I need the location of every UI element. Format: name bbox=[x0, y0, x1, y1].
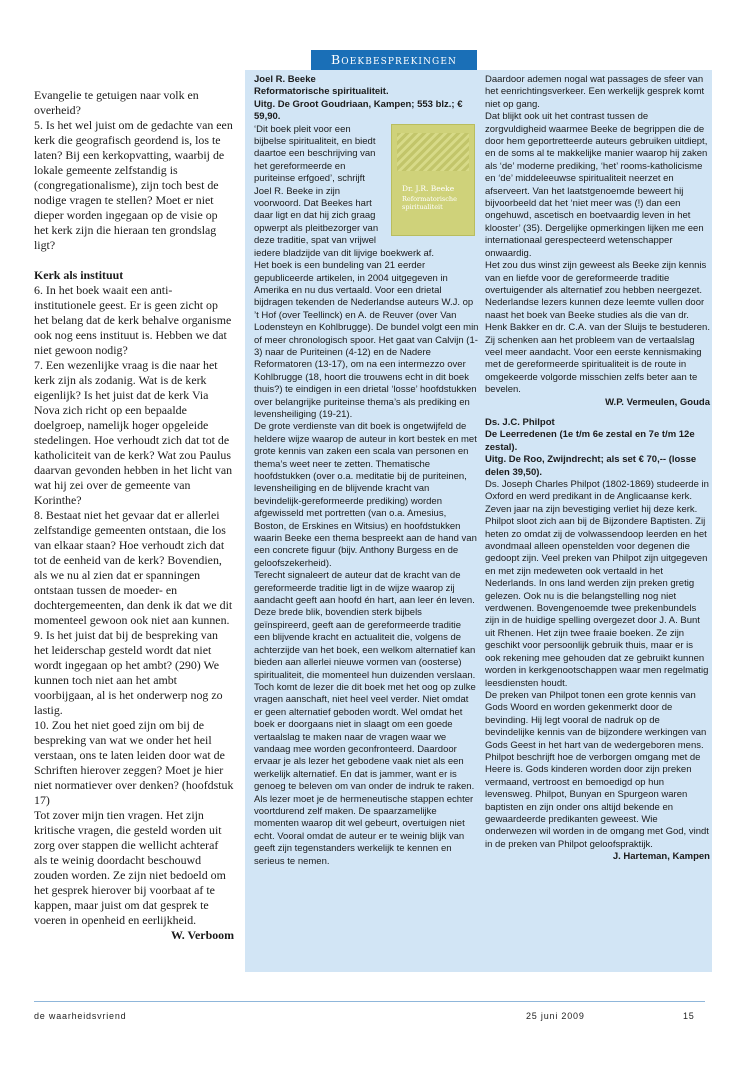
book-cover-image bbox=[391, 124, 475, 236]
left-paragraph: 6. In het boek waait een anti-institutionele geest. Er is geen zicht op het belang dat de kerk behalve organisme ook nog eens instituut is. Hebben we dat niet gewoon nodig? bbox=[34, 283, 232, 357]
left-paragraph: 5. Is het wel juist om de gedachte van een kerk die geografisch geordend is, los te laten? Bij een kerkopvatting, waarbij de lokale gemeente zelfstandig is (congregationalisme), zijn toch best de nodige vragen te stellen? Moet er niet dieper worden ingegaan op de visie op het kerk zijn die hieraan ten grondslag ligt? bbox=[34, 118, 233, 252]
left-paragraph: 7. Een wezenlijke vraag is die naar het kerk zijn als zodanig. Wat is de kerk eigenlijk? Is het juist dat de kerk Via Nova zich richt op een bepaalde doelgroep, namelijk hoger opgeleide stedelingen. Hoe verhoudt zich dat tot de katholiciteit van de kerk? Wat zou Paulus daarvan gevonden hebben in het licht van wat hij zei over de gemeente van Korinthe? bbox=[34, 358, 233, 507]
reviewer-signature: W.P. Vermeulen, Gouda bbox=[605, 396, 710, 408]
review-author: Joel R. Beeke bbox=[254, 74, 316, 85]
cover-title: Reformatorische spiritualiteit bbox=[402, 194, 457, 211]
review-author: Ds. J.C. Philpot bbox=[485, 416, 555, 428]
review-paragraph: Ds. Joseph Charles Philpot (1802-1869) studeerde in Oxford en werd predikant in de Anglicaanse kerk. Zeven jaar na zijn bevestiging verliet hij deze kerk. Philpot sloot zich aan bij de Bijzondere Baptisten. Zij heten zo omdat zij de volwassendoop leerden en het avondmaal alleen openstelden voor degenen die gedoopt zijn. Veel preken van Philpot zijn uitgegeven en met zijn medeweten ook vertaald in het Nederlands. In ons land werden zijn preken gretig gelezen. Ook nu is die belangstelling nog niet verdwenen. Bovengenoemde twee prekenbundels zijn in de huidige spelling overgezet door J. A. Bunt uit Rhenen. Het zijn twee fraaie boeken. Ze zijn geschikt voor persoonlijk gebruik thuis, maar er is ook rekening mee gehouden dat ze gebruikt kunnen worden in kerkgenootschappen waar men regelmatig leesdiensten houdt. bbox=[485, 479, 709, 689]
review-paragraph: Terecht signaleert de auteur dat de kracht van de gereformeerde traditie ligt in de wijze waarop zij aandacht geeft aan hoofd én hart, aan leer én leven. Deze brede blik, bovendien sterk bijbels geïnspireerd, geeft aan de gereformeerde traditie een blijvende kracht en actualiteit die, volgens de achterzijde van het boek, een welkom alternatief kan bieden aan allerlei nieuwe vormen van (oosterse) spiritualiteit, die momenteel hun duizenden verslaan. Toch komt de lezer die dit boek met het oog op zulke vragen aanschaft, niet heel veel verder. Niet omdat er geen alternatief geboden wordt. Wel omdat het boek er doorgaans niet in slaagt om een goede vertaalslag te maken naar de vragen waar we vandaag mee worden geconfronteerd. Daardoor ervaar je als lezer het gebodene vaak niet als een werkelijk alternatief. En dat is jammer, want er is genoeg te beleven om van onder de indruk te raken. Als lezer moet je de hermeneutische stappen echter voortdurend zelf maken. De spaarzamelijke momenten waarop dit wel gebeurt, overtuigen niet echt. Vooral omdat de auteur er te weinig blijk van geeft zijn tegenstanders werkelijk te kennen en serieus te nemen. bbox=[254, 570, 476, 867]
page-number: 15 bbox=[683, 1011, 695, 1021]
section-heading: Kerk als instituut bbox=[34, 268, 124, 282]
cover-author: Dr. J.R. Beeke bbox=[402, 183, 455, 193]
left-paragraph: Evangelie te getuigen naar volk en overheid? bbox=[34, 88, 199, 117]
review-paragraph: Het boek is een bundeling van 21 eerder gepubliceerde artikelen, in 2004 uitgegeven in Amerika en nu dus vertaald. Voor een drietal bijdragen tekenden de Nederlandse auteurs W.J. op ’t Hof (over Teellinck) en A. de Reuver (over Van Lodensteyn en Kohlbrugge). De bundel volgt een min of meer chronologisch spoor. Het gaat van Calvijn (1-3) naar de Puriteinen (4-12) en de Nadere Reformatoren (13-17), om na een intermezzo over Kohlbrugge (18, hoort die trouwens echt in dit boek thuis?) te eindigen in een drietal ‘losse’ hoofdstukken over belangrijke puriteinse thema’s als prediking en levensheiliging (19-21). bbox=[254, 260, 479, 420]
review-paragraph: Daardoor ademen nogal wat passages de sfeer van het eenrichtingsverkeer. Een werkelijk gesprek komt niet op gang. bbox=[485, 74, 705, 110]
section-title: Boekbesprekingen bbox=[311, 50, 477, 70]
footer-rule bbox=[34, 1001, 705, 1002]
publication-name: de waarheidsvriend bbox=[34, 1011, 127, 1021]
review-paragraph: Het zou dus winst zijn geweest als Beeke zijn kennis van en liefde voor de gereformeerde traditie overtuigender als alternatief zou hebben neergezet. Nederlandse lezers kunnen deze leemte vullen door naast het boek van Beeke studies als die van dr. Henk Bakker en dr. C.A. van der Sluijs te bestuderen. Zij schenken aan het probleem van de vertaalslag veel meer aandacht. Voor een eerste kennismaking met de gereformeerde spiritualiteit is de route in omgekeerde volgorde misschien zelfs beter aan te bevelen. bbox=[485, 260, 710, 396]
left-paragraph: 10. Zou het niet goed zijn om bij de bespreking van wat we onder het heil verstaan, ons te laten leiden door wat de Schriften hierover zeggen? Moet je hier niet normatiever over denken? (hoofdstuk 17) bbox=[34, 718, 234, 807]
left-paragraph: 8. Bestaat niet het gevaar dat er allerlei zelfstandige gemeenten ontstaan, die los van elkaar staan? Hoe verhoudt zich dat tot de eenheid van de kerk? Bovendien, als we nu al zien dat er spanningen ontstaan tussen de moeder- en dochtergemeenten, dan denk ik dat we dit momenteel gewoon ook niet aan kunnen. bbox=[34, 508, 233, 627]
review-publisher: Uitg. De Groot Goudriaan, Kampen; 553 blz.; € 59,90. bbox=[254, 98, 463, 123]
left-column bbox=[34, 88, 234, 943]
review-column-middle bbox=[254, 74, 479, 868]
review-paragraph: Dat blijkt ook uit het contrast tussen de zorgvuldigheid waarmee Beeke de begrippen die de door hem geportretteerde auteurs gebruiken uitdiept, en de soms al te makkelijke manier waarop hij zaken als ‘de’ moderne prediking, ‘het’ rooms-katholicisme en ‘de’ middeleeuwse spiritualiteit neerzet en afserveert. Van het laatstgenoemde beweert hij bijvoorbeeld dat het ‘niet meer was (!) dan een ongehuwd, ascetisch en boetvaardig leven in het klooster’ (35). Dergelijke opmerkingen lijken me een internationaal gerespecteerd wetenschapper onwaardig. bbox=[485, 111, 708, 259]
review-book-title: Reformatorische spiritualiteit. bbox=[254, 86, 389, 98]
cover-pattern bbox=[397, 133, 469, 171]
review-column-right bbox=[485, 74, 710, 864]
review-paragraph: De preken van Philpot tonen een grote kennis van Gods Woord en worden gekenmerkt door de bevinding. Hij legt vooral de nadruk op de bevindelijke kennis van de bijzondere werkingen van Gods Geest in het hart van de wedergeboren mens. Philpot beschrijft hoe de verborgen omgang met de Heere is. Gods kinderen worden door zijn preken vermaand, vertroost en bemoedigd op hun levensweg. Philpot, Bunyan en Spurgeon waren baptisten en zijn onder ons altijd bekende en gewaardeerde predikanten geweest. Wie onderwezen wil worden in de omgang met God, vindt in de preken van Philpot geloofspraktijk. bbox=[485, 689, 709, 850]
issue-date: 25 juni 2009 bbox=[526, 1011, 585, 1021]
left-paragraph: 9. Is het juist dat bij de bespreking van het leiderschap gesteld wordt dat niet wordt ingegaan op het ambt? (290) We kunnen toch niet aan het ambt voorbijgaan, al is het onderwerp nog zo lastig. bbox=[34, 628, 223, 717]
review-publisher: Uitg. De Roo, Zwijndrecht; als set € 70,-- (losse delen 39,50). bbox=[485, 454, 697, 478]
reviewer-signature: J. Harteman, Kampen bbox=[612, 851, 710, 863]
review-paragraph: ‘Dit boek pleit voor een bijbelse spiritualiteit, en biedt daartoe een beschrijving van het gereformeerde en puriteinse erfgoed’, schrijft Joel R. Beeke in zijn voorwoord. Dat Beekes hart daar ligt en dat hij zich graag opwerpt als pleitbezorger van deze traditie, spat van vrijwel iedere bladzijde van dit lijvige boekwerk af. bbox=[254, 123, 435, 259]
left-paragraph: Tot zover mijn tien vragen. Het zijn kritische vragen, die gesteld worden uit zorg over stappen die wellicht achteraf als te weinig doordacht beschouwd zouden worden. Ze zijn niet bedoeld om het gesprek hierover bij voorbaat af te kappen, maar juist om dat gesprek te voeren in openheid en eerlijkheid. bbox=[34, 808, 226, 927]
author-signature: W. Verboom bbox=[171, 928, 234, 942]
review-book-title: De Leerredenen (1e t/m 6e zestal en 7e t/m 12e zestal). bbox=[485, 429, 695, 453]
review-paragraph: De grote verdienste van dit boek is ongetwijfeld de heldere wijze waarop de auteur in kort bestek en met grote kennis van zaken een scala van personen en thema’s weet neer te zetten. Thematische hoofdstukken (over o.a. meditatie bij de puriteinen, levensheiliging en de blijvende kracht van bevindelijk-gereformeerde prediking) worden afgewisseld met portretten (van o.a. Amesius, Boston, de Erskines en Witsius) en hoofdstukken waarin Beeke een thema bespreekt aan de hand van een concrete figuur (bijv. Anthony Burgess en de geloofszekerheid). bbox=[254, 421, 477, 569]
